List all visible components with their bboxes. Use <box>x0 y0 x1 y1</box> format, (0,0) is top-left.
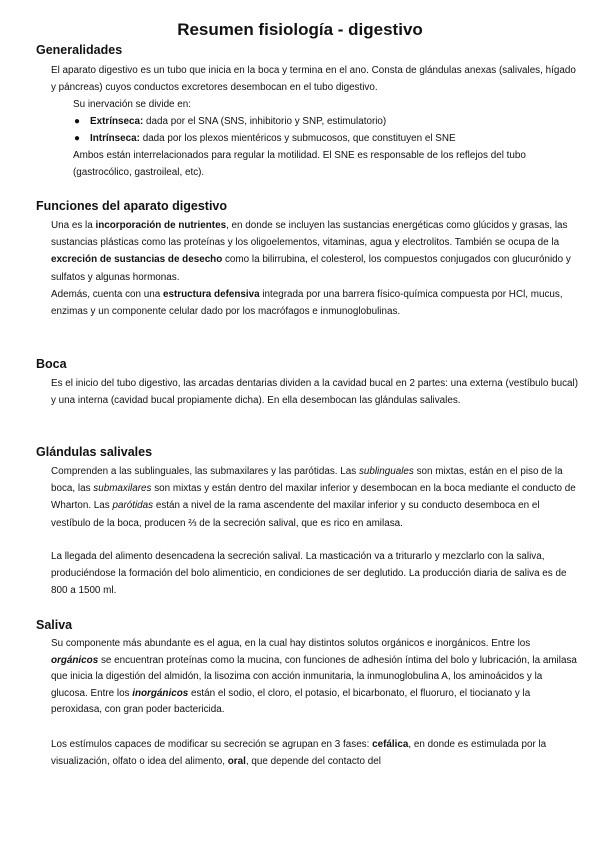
heading-generalidades: Generalidades <box>36 43 123 57</box>
page-title: Resumen fisiología - digestivo <box>177 20 423 39</box>
bullet-dot: ● <box>74 116 81 127</box>
generalidades-intro: El aparato digestivo es un tubo que inicia en la boca y termina en el ano. Consta de glándulas anexas (salivales, hígado y páncreas) cuyos conductos excretores desembocan en el tubo digestivo. <box>51 65 576 94</box>
bullet-text: dada por el SNA (SNS, inhibitorio y SNP, estimulatorio) <box>143 116 387 127</box>
bullet-term: Intrínseca: <box>90 133 140 144</box>
bullet-intrinseca <box>74 130 560 147</box>
bullet-dot: ● <box>74 133 81 144</box>
glandulas-paragraph-1: Comprenden a las sublinguales, las submaxilares y las parótidas. Las sublinguales son mixtas, están en el piso de la boca, las submaxilares son mixtas y están dentro del maxilar inferior y desembocan en la boca mediante el conducto de Wharton. Las parótidas están a nivel de la rama ascendente del maxilar inferior y su conducto desemboca en el vestíbulo de la boca, producen ⅔ de la secreción salival, que es rico en amilasa. <box>51 466 576 529</box>
glandulas-paragraph-2: La llegada del alimento desencadena la secreción salival. La masticación va a triturarlo y mezclarlo con la saliva, produciéndose la formación del bolo alimenticio, en condiciones de ser deglutido. La producción diaria de saliva es de 800 a 1500 ml. <box>51 551 567 597</box>
bullet-term: Extrínseca: <box>90 116 144 127</box>
funciones-paragraph-1: Una es la incorporación de nutrientes, en donde se incluyen las sustancias energéticas como glúcidos y grasas, las sustancias plásticas como las proteínas y los oligoelementos, vitaminas, agua y electrolitos. También se ocupa de la excreción de sustancias de desecho como la bilirrubina, el colesterol, los compuestos conjugados con glucurónido y sulfatos y algunas hormonas. <box>51 220 571 283</box>
saliva-paragraph-2: Los estímulos capaces de modificar su secreción se agrupan en 3 fases: cefálica, en donde es estimulada por la visualización, olfato o idea del alimento, oral, que depende del contacto del <box>51 739 547 767</box>
funciones-paragraph-2: Además, cuenta con una estructura defensiva integrada por una barrera físico-química compuesta por HCl, mucus, enzimas y un componente celular dado por los macrófagos e inmunoglobulinas. <box>51 289 563 318</box>
boca-paragraph: Es el inicio del tubo digestivo, las arcadas dentarias dividen a la cavidad bucal en 2 partes: una externa (vestíbulo bucal) y una interna (cavidad bucal propiamente dicha). En ella desembocan las glándulas salivales. <box>51 378 578 407</box>
heading-boca: Boca <box>36 357 67 371</box>
heading-funciones: Funciones del aparato digestivo <box>36 199 228 213</box>
generalidades-innervation: Su inervación se divide en: <box>73 99 192 110</box>
saliva-paragraph-1: Su componente más abundante es el agua, en la cual hay distintos solutos orgánicos e inorgánicos. Entre los orgánicos se encuentran proteínas como la mucina, con funciones de adhesión íntima del bolo y lubricación, la amilasa que inicia la digestión del almidón, la lisozima con acción inmunitaria, la inmunoglobulina A, los aminoácidos y la glucosa. Entre los inorgánicos están el sodio, el cloro, el potasio, el bicarbonato, el fluoruro, el tiocianato y la peroxidasa, con gran poder bactericida. <box>51 638 577 716</box>
generalidades-closing: Ambos están interrelacionados para regular la motilidad. El SNE es responsable de los reflejos del tubo (gastrocólico, gastroileal, etc). <box>73 150 526 179</box>
heading-saliva: Saliva <box>36 618 73 632</box>
heading-glandulas: Glándulas salivales <box>36 445 153 459</box>
bullet-extrinseca <box>74 113 560 130</box>
bullet-text: dada por los plexos mientéricos y submucosos, que constituyen el SNE <box>139 133 456 144</box>
